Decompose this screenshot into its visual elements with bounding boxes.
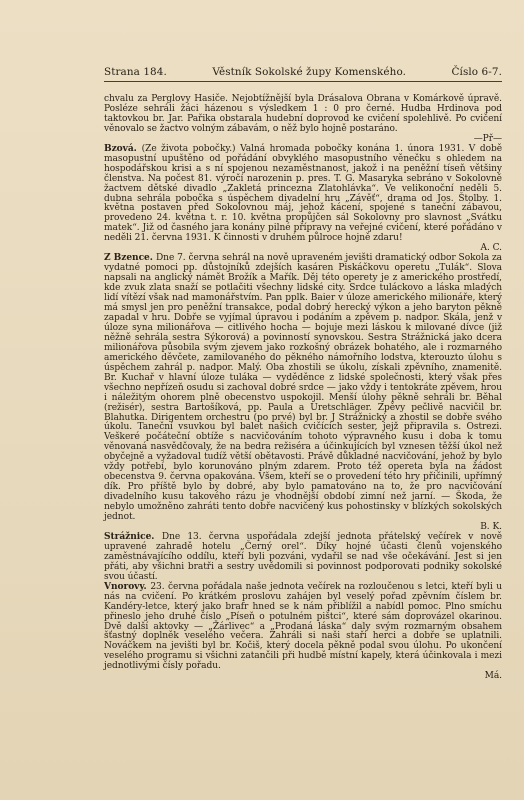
section-title: Bzová. — [104, 143, 142, 154]
section-title: Strážnice. — [104, 531, 162, 542]
journal-title: Věstník Sokolské župy Komenského. — [212, 66, 407, 78]
signature: A. C. — [480, 243, 502, 254]
section-bzova — [104, 145, 502, 254]
article-body — [104, 95, 502, 682]
signature: —Př— — [473, 133, 502, 144]
paragraph-text: (Ze života pobočky.) Valná hromada pobočky konána 1. února 1931. V době masopustní upuštěno od pořádání obvyklého masopustního věnečku s ohledem na hospodářskou krisi a s ní spojenou nezaměstnanost, jakož i na peněžní tíseň většiny členstva. Na počest 81. výročí narozenin p. pres. T. G. Masaryka sebráno v Sokolovně žactvem dětské divadlo „Zakletá princezna Zlatohlávka“. Ve velikonoční neděli 5. dubna sehrála pobočka s úspěchem divadelní hru „Závěť“, drama od Jos. Štolby. 1. května postaven před Sokolovnou máj, jehož kácení, spojené s taneční zábavou, provedeno 24. května t. r. 10. května propůjčen sál Sokolovny pro slavnost „Svátku matek“. Již od časného jara konány pilné přípravy na veřejné cvičení, které pořádáno v neděli 21. června 1931. K činnosti v druhém půlroce hojně zdaru! — [104, 143, 503, 244]
issue-number: Číslo 6-7. — [451, 66, 502, 78]
signature: Má. — [484, 671, 502, 682]
paragraph-text: chvalu za Perglovy Hasiče. Nejobtížnější byla Drásalova Obrana v Komárkově úpravě. Posléze sehráli žáci házenou s výsledkem 1 : 0 pro černé. Hudba Hrdinova pod taktovkou br. Jar. Pařika obstarala hudební doprovod ke cvičení spolehlivě. Po cvičení věnovalo se žactvo volným zábavám, o něž bylo hojně postaráno. — [104, 94, 502, 134]
page-number: Strana 184. — [104, 66, 167, 78]
paragraph-text: Dne 7. června sehrál na nově upraveném jevišti dramatický odbor Sokola za vydatné pomoci pp. důstojníků zdejších kasáren Piskáčkovu operetu „Tulák“. Slova napsali na anglický námět Brožík a Mařík. Děj této operety je z amerického prostředí, kde zvuk zlata snaží se potlačiti všechny lidské city. Srdce tuláckovo a láska mladých lidí vítězí však nad mamonářstvím. Pan pplk. Baier v úloze amerického milionáře, který má smysl jen pro peněžní transakce, podal dobrý herecký výkon a jeho baryton pěkně zapadal v hru. Dobře se vyjímal úpravou i podáním a zpěvem p. nadpor. Skála, jenž v úloze syna milionářova — citlivého hocha — bojuje mezi láskou k milované dívce (již něžně sehrála sestra Sýkorová) a povinností synovskou. Sestra Strážnická jako dcera milionářova působila svým zjevem jako rozkošný obrázek bohatého, ale i rozmarného amerického děvčete, zamilovaného do pěkného námořního lodstva, kterouzto úlohu s úspěchem zahrál p. nadpor. Malý. Oba zhostili se úkolu, získali zpěvního, znamenitě. Br. Kuchař v hlavní úloze tuláka — vyděděnce z lidské společnosti, který však přes všechno nepřízeň osudu si zachoval dobré srdce — jako vždy i tentokráte zpěvem, hrou i náležitým ohorem plně obecenstvo uspokojil. Menší úlohy pěkně sehráli br. Běhal (režisér), sestra Bartošíková, pp. Paula a Uretschläger. Zpěvy pečlivě nacvičil br. Blahutka. Dirigentem orchestru (po prvé) byl br. J Strážnický a zhostil se dobře svého úkolu. Taneční vsuvkou byl balet našich cvičících sester, jejž připravila s. Ostrezi. Veškeré počáteční obtíže s nacvičováním tohoto výpravného kusu i doba k tomu věnovaná nasvědčovaly, že na bedra režiséra a účinkujících byl vznesen těžší úkol než obyčejně a vyžadoval tudíž větší obětavosti. Právě důkladné nacvičování, jehož by bylo vždy potřebí, bylo korunováno plným zdarem. Proto též opereta byla na žádost obecenstva 9. června opakována. Všem, kteří se o provedení této hry přičinili, upřímný dík. Pro příště bylo by dobré, aby bylo pamatováno na to, že pro nacvičování divadelního kusu takového rázu je vhodnější období zimní než jarní. — Škoda, že nebylo umožněno zahráti tento dobře nacvičený kus pohostinsky v blízkých sokolských jednot. — [104, 253, 503, 523]
section-straznice — [104, 533, 502, 583]
signature-row — [104, 672, 502, 682]
signature: B. K. — [480, 521, 502, 532]
section-title: Vnorovy. — [104, 581, 151, 592]
paragraph-text: Dne 13. června uspořádala zdejší jednota přátelský večírek v nově upravené zahradě hotelu „Černý orel“. Díky hojné účasti členů vojenského zaměstnávajícího oddílu, kteří byli pozváni, vydařil se nad vše očekávání. Jest si jen přáti, aby všichni bratři a sestry uvědomili si povinnost podporovati podniky sokolské svou účastí. — [104, 531, 502, 582]
section-vnorovy — [104, 583, 502, 683]
paragraph-text: 23. června pořádala naše jednota večírek na rozloučenou s letci, kteří byli u nás na cvičení. Po krátkém proslovu zahájen byl veselý pořad zpěvním číslem br. Kandéry-letce, který jako brafr hned se k nám přiblížil a nabídl pomoc. Plno smíchu přineslo jeho druhé číslo „Píseň o potulném pištci“, které sám doprovázel okarinou. Dvě další aktovky — „Žárlivec“ a „Prodaná láska“ daly svým rozmarným obsahem šťastný doplněk veselého večera. Zahráli si naši staří herci a dobře se uplatnili. Nováčkem na jevišti byl br. Kočiš, který docela pěkně podal svou úlohu. Po ukončení veselého programu si všichni zatančili při hudbě místní kapely, která účinkovala i mezi jednotlivými čísly pořadu. — [104, 581, 502, 672]
page-header — [104, 66, 502, 82]
section-bzenec — [104, 254, 502, 533]
section-title: Z Bzence. — [104, 253, 156, 264]
paragraph-perglovy — [104, 95, 502, 145]
